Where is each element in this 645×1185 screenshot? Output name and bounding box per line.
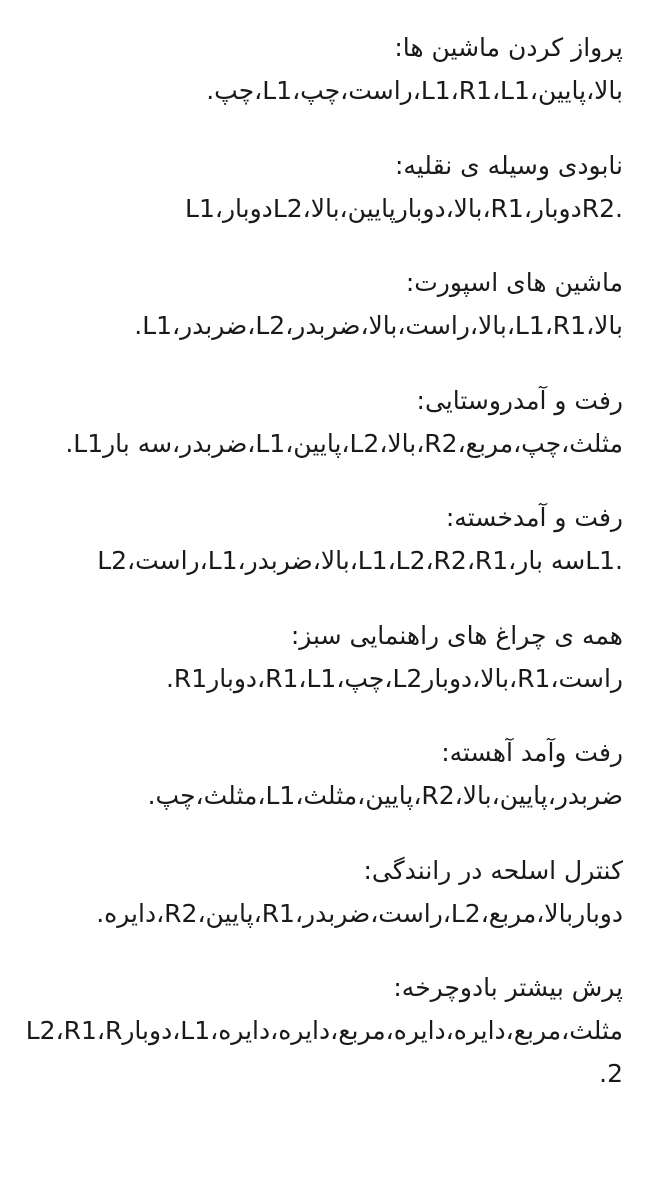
cheat-button-sequence: بالا،پایین،L1،R1،L1،راست،چپ،L1،چپ. [206, 76, 623, 105]
cheat-title: رفت وآمد آهسته: [441, 738, 623, 767]
cheat-section-bike-jump [16, 966, 623, 1095]
cheat-section-tired-traffic [16, 496, 623, 582]
cheat-title: ماشین های اسپورت: [405, 268, 623, 297]
cheat-title: پرواز کردن ماشین ها: [394, 33, 623, 62]
cheat-title: همه ی چراغ های راهنمایی سبز: [290, 620, 623, 650]
cheat-section-flying-cars [16, 26, 623, 112]
cheat-title-and-sequence: کنترل اسلحه در رانندگی: دوباربالا،مربع،L2،راست،ضربدر،R1،پایین،R2،دایره. [96, 855, 623, 928]
cheat-section-slow-traffic [16, 731, 623, 817]
cheat-section-rural-traffic [16, 379, 623, 465]
cheat-section-destroy-vehicle [16, 144, 623, 230]
cheat-button-sequence: راست،R1،بالا،دوبارL2،چپ،R1،L1،دوبارR1. [165, 663, 623, 693]
cheat-section-green-lights [16, 614, 623, 700]
cheat-title: نابودی وسیله ی نقلیه: [394, 150, 623, 180]
cheat-button-sequence: ضربدر،پایین،بالا،R2،پایین،مثلث،L1،مثلث،چپ. [147, 781, 623, 810]
cheat-title: رفت و آمدخسته: [445, 503, 623, 532]
cheat-section-sports-cars [16, 261, 623, 347]
cheat-button-sequence: L2،راست،L1،بالا،ضربدر،L1،L2،R2،R1،سه بارL1. [97, 546, 623, 575]
cheat-button-sequence: مثلث،چپ،مربع،R2،بالا،L2،پایین،L1،ضربدر،سه بارL1. [65, 428, 623, 458]
cheat-button-sequence: L1،دوبارL2،بالا،دوبارپایین،بالا،R1،دوبارR2. [185, 193, 623, 223]
cheat-title: رفت و آمدروستایی: [416, 385, 623, 415]
cheat-section-weapon-control [16, 849, 623, 935]
cheat-title-and-sequence: پرش بیشتر بادوچرخه: مثلث،مربع،دایره،دایره،مربع،دایره،دایره،L1،دوبارL2،R1،R2. [25, 973, 623, 1088]
cheat-button-sequence: بالا،L1،R1،بالا،راست،بالا،ضربدر،L2،ضربدر،L1. [134, 311, 623, 340]
